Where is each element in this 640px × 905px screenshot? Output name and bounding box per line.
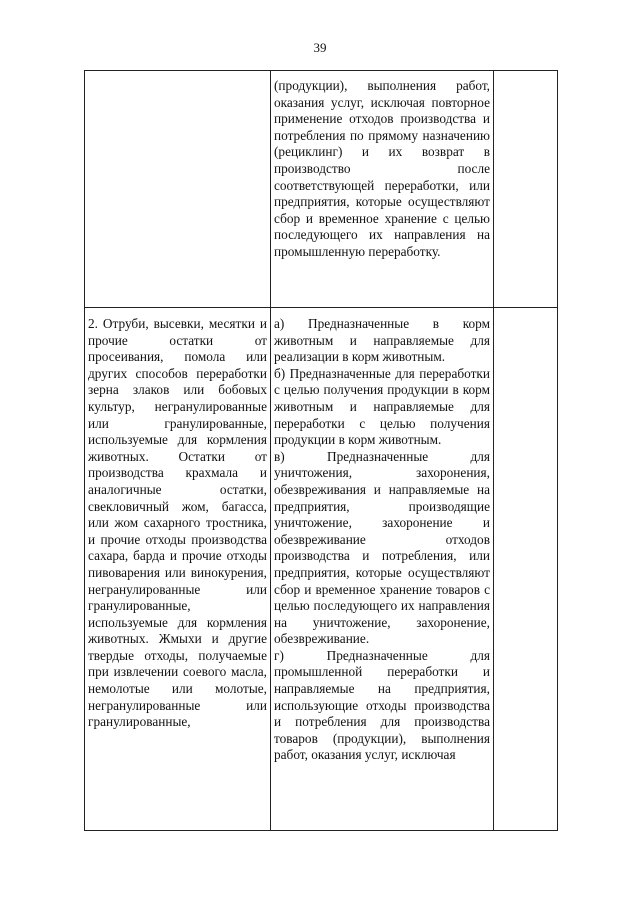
- cell-text: (продукции), выполнения работ, оказания услуг, исключая повторное применение отходов производства и потребления по прямому назначению (рециклинг) и их возврат в производство после соответствующей переработки, или предприятия, которые осуществляют сбор и временное хранение с целью последующего их направления на промышленную переработку.: [274, 78, 490, 259]
- page-number: 39: [313, 40, 327, 55]
- table-cell-r1-c2: [270, 70, 494, 308]
- option-v-text: в) Предназначенные для уничтожения, захоронения, обезвреживания и направляемые на предприятия, производящие уничтожение, захоронение и обезвреживание отходов производства и потребления, или предприятия, которые осуществляют сбор и временное хранение товаров с целью последующего их направления на уничтожение, захоронение, обезвреживание.: [274, 448, 490, 647]
- table-cell-r2-c1: [84, 307, 271, 831]
- option-b-text: б) Предназначенные для переработки с целью получения продукции в корм животным и направляемые для переработки с целью получения продукции в корм животным.: [274, 365, 490, 448]
- table-cell-r1-c1: [84, 70, 271, 308]
- cell-text: 2. Отруби, высевки, месятки и прочие остатки от просеивания, помола или других способов переработки зерна злаков или бобовых культур, негранулированные или гранулированные, используемые для кормления животных. Остатки от производства крахмала и аналогичные остатки, свекловичный жом, багасса, или жом сахарного тростника, и прочие отходы производства сахара, барда и прочие отходы пивоварения или винокурения, негранулированные или гранулированные, используемые для кормления животных. Жмыхи и другие твердые отходы, получаемые при извлечении соевого масла, немолотые или молотые, негранулированные или гранулированные,: [88, 316, 267, 730]
- table-cell-r2-c3: [493, 307, 558, 831]
- table-cell-r2-c2: [270, 307, 494, 831]
- table-cell-r1-c3: [493, 70, 558, 308]
- option-g-text: г) Предназначенные для промышленной переработки и направляемые на предприятия, использующие отходы производства и потребления для производства товаров (продукции), выполнения работ, оказания услуг, исключая: [274, 647, 490, 763]
- option-a-text: а) Предназначенные в корм животным и направляемые для реализации в корм животным.: [274, 316, 490, 365]
